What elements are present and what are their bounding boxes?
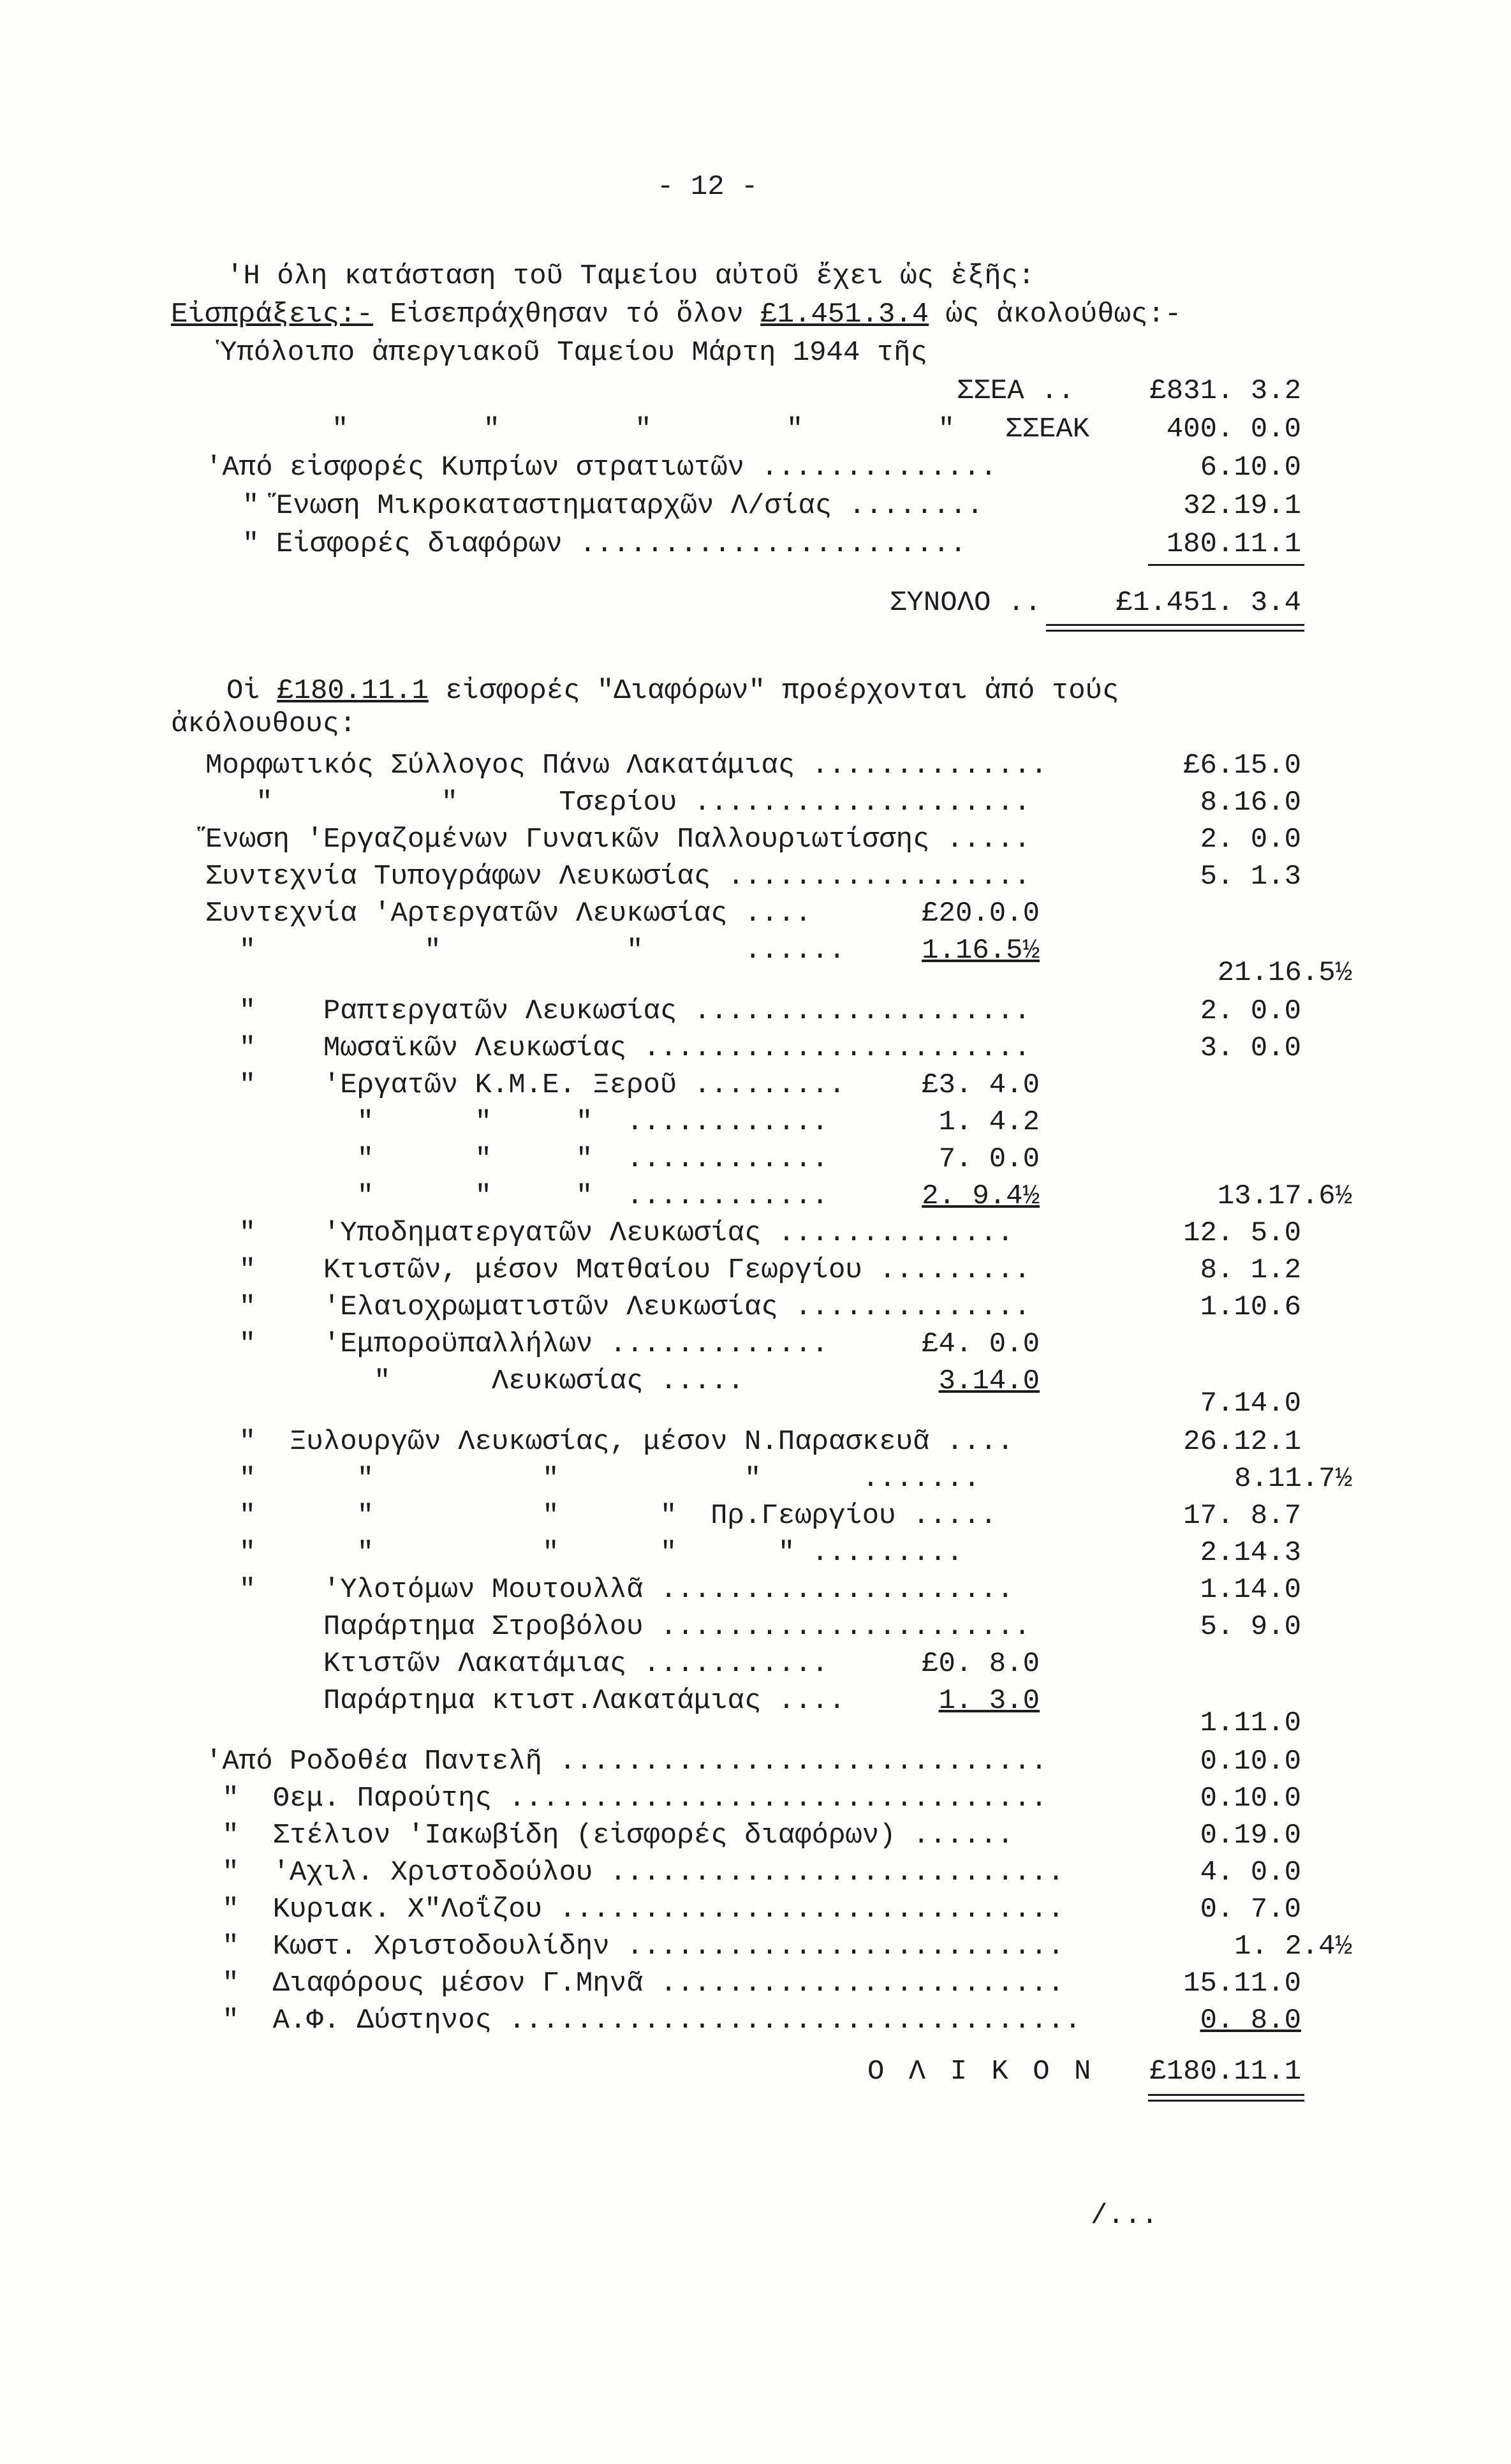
list-item-label: " Μωσαϊκῶν Λευκωσίας .......................: [205, 1032, 1031, 1064]
list-item-label: " 'Εργατῶν Κ.Μ.Ε. Ξεροῦ .........: [205, 1069, 846, 1101]
various-intro-cont: ἀκόλουθους:: [171, 708, 357, 740]
list-item-label: " " " " " .........: [205, 1537, 964, 1569]
list-item-sub: £4. 0.0: [922, 1328, 1040, 1360]
list-item-label: " " " " .......: [205, 1463, 980, 1495]
list-item-label: Παράρτημα κτιστ.Λακατάμιας ....: [205, 1685, 846, 1717]
total-double-rule: [1046, 624, 1304, 632]
list-item-sub: £20.0.0: [922, 898, 1040, 930]
list-item-label: " Κωστ. Χριστοδουλίδην ..........................: [205, 1931, 1065, 1963]
list-item-label: Κτιστῶν Λακατάμιας ...........: [205, 1648, 829, 1680]
receipts-row-amount: 6.10.0: [1200, 452, 1301, 484]
list-item-sub: 7. 0.0: [938, 1143, 1040, 1175]
list-item-label: Συντεχνία 'Αρτεργατῶν Λευκωσίας ....: [205, 898, 812, 930]
receipts-amount: £1.451.3.4: [760, 299, 929, 330]
list-item-label: 'Από Ροδοθέα Παντελῆ .............................: [205, 1746, 1048, 1777]
list-item-sub: 1. 3.0: [938, 1685, 1040, 1717]
list-item-label: " Κτιστῶν, μέσον Ματθαίου Γεωργίου .........: [205, 1254, 1031, 1286]
list-item-amount: 4. 0.0: [1200, 1857, 1301, 1889]
list-item-label: " " " ............: [205, 1180, 829, 1212]
list-item-label: Παράρτημα Στροβόλου ......................: [205, 1611, 1031, 1643]
list-item-label: " Κυριακ. Χ"Λοΐζου ..............................: [205, 1894, 1065, 1926]
receipts-row-amount: 32.19.1: [1183, 490, 1301, 522]
list-item-amount: 2.14.3: [1200, 1537, 1301, 1569]
list-item-label: Ἕνωση 'Εργαζομένων Γυναικῶν Παλλουριωτίσσης .....: [205, 824, 1031, 856]
list-item-amount: 1.11.0: [1200, 1707, 1301, 1739]
various-intro-prefix: Οἱ: [226, 675, 260, 707]
list-item-amount: 0.19.0: [1200, 1820, 1301, 1852]
list-item-label: " " Τσερίου ....................: [205, 787, 1031, 819]
list-item-sub: £0. 8.0: [922, 1648, 1040, 1680]
receipts-suffix: ὡς ἀκολούθως:-: [945, 299, 1182, 330]
list-item-amount: 26.12.1: [1183, 1426, 1301, 1458]
list-item-amount: 0. 8.0: [1200, 2005, 1301, 2037]
list-item-label: " " " ......: [205, 935, 846, 967]
various-intro-amount: £180.11.1: [277, 675, 429, 707]
list-item-amount: 17. 8.7: [1183, 1500, 1301, 1532]
list-item-sub: 2. 9.4½: [922, 1180, 1040, 1212]
receipts-row-label: 'Από εἰσφορές Κυπρίων στρατιωτῶν ..............: [205, 452, 998, 484]
list-item-sub: 3.14.0: [938, 1365, 1040, 1397]
list-item-label: " 'Εμποροϋπαλλήλων .............: [205, 1328, 829, 1360]
receipts-row-label: ΣΣΕΑ ..: [957, 375, 1075, 407]
list-item-label: " Διαφόρους μέσον Γ.Μηνᾶ ........................: [205, 1968, 1065, 2000]
various-intro: [226, 675, 1119, 707]
receipts-line: [171, 299, 1181, 330]
various-total-label: Ο Λ Ι Κ Ο Ν: [867, 2056, 1095, 2088]
list-item-label: " 'Ελαιοχρωματιστῶν Λευκωσίας ..............: [205, 1291, 1031, 1323]
list-item-label: " Ξυλουργῶν Λευκωσίας, μέσον Ν.Παρασκευᾶ ....: [205, 1426, 1014, 1458]
list-item-amount: 5. 9.0: [1200, 1611, 1301, 1643]
list-item-label: " Λευκωσίας .....: [205, 1365, 744, 1397]
list-item-label: " 'Αχιλ. Χριστοδούλου ...........................: [205, 1857, 1065, 1889]
list-item-label: Μορφωτικός Σύλλογος Πάνω Λακατάμιας ..............: [205, 750, 1048, 782]
list-item-label: " " " ............: [205, 1106, 829, 1138]
receipts-total-amount: £1.451. 3.4: [1116, 587, 1301, 619]
list-item-label: " 'Υλοτόμων Μουτουλλᾶ .....................: [205, 1574, 1014, 1606]
list-item-amount: 15.11.0: [1183, 1968, 1301, 2000]
list-item-amount: 2. 0.0: [1200, 824, 1301, 856]
receipts-row-label: " Εἰσφορές διαφόρων .......................: [242, 528, 967, 560]
receipts-row-amount: £831. 3.2: [1149, 375, 1301, 407]
list-item-amount: 8. 1.2: [1200, 1254, 1301, 1286]
intro-sentence: 'Η όλη κατάσταση τοῦ Ταμείου αὐτοῦ ἔχει ὡς ἑξῆς:: [226, 260, 1035, 292]
receipts-row-amount: 180.11.1: [1166, 528, 1301, 560]
list-item-label: " Στέλιον 'Ιακωβίδη (εἰσφορές διαφόρων) ......: [205, 1820, 1014, 1852]
list-item-amount: 12. 5.0: [1183, 1217, 1301, 1249]
list-item-amount: 13.17.6½: [1217, 1180, 1352, 1212]
continuation-mark: /...: [1091, 2200, 1158, 2232]
subtotal-rule: [1148, 564, 1304, 566]
list-item-amount: 8.11.7½: [1234, 1463, 1352, 1495]
list-item-label: " Θεμ. Παρούτης ................................: [205, 1783, 1048, 1815]
page-number: - 12 -: [657, 171, 758, 203]
list-item-amount: 21.16.5½: [1217, 957, 1352, 989]
list-item-amount: 0.10.0: [1200, 1783, 1301, 1815]
receipts-text: Εἰσεπράχθησαν τό ὅλον: [390, 299, 744, 330]
list-item-sub: 1. 4.2: [938, 1106, 1040, 1138]
list-item-label: " Α.Φ. Δύστηνος ..................................: [205, 2005, 1082, 2037]
receipts-total-label: ΣΥΝΟΛΟ ..: [890, 587, 1042, 619]
list-item-amount: £6.15.0: [1183, 750, 1301, 782]
receipts-row-label: Ὑπόλοιπο ἀπεργιακοῦ Ταμείου Μάρτη 1944 τῆς: [220, 337, 927, 369]
list-item-sub: £3. 4.0: [922, 1069, 1040, 1101]
various-intro-text: εἰσφορές "Διαφόρων" προέρχονται ἀπό τούς: [445, 675, 1119, 707]
receipts-row-label: " " " " " ΣΣΕΑΚ: [332, 413, 1090, 445]
list-item-label: " Ραπτεργατῶν Λευκωσίας ....................: [205, 995, 1031, 1027]
various-total-double-rule: [1148, 2094, 1304, 2102]
list-item-label: " " " " Πρ.Γεωργίου .....: [205, 1500, 998, 1532]
list-item-amount: 5. 1.3: [1200, 861, 1301, 893]
receipts-row-label: " Ἕνωση Μικροκαταστηματαρχῶν Λ/σίας ........: [242, 490, 984, 522]
list-item-amount: 8.16.0: [1200, 787, 1301, 819]
list-item-amount: 1.10.6: [1200, 1291, 1301, 1323]
list-item-label: Συντεχνία Τυπογράφων Λευκωσίας ..................: [205, 861, 1031, 893]
list-item-amount: 1.14.0: [1200, 1574, 1301, 1606]
list-item-sub: 1.16.5½: [922, 935, 1040, 967]
list-item-label: " " " ............: [205, 1143, 829, 1175]
list-item-label: " 'Υποδηματεργατῶν Λευκωσίας ..............: [205, 1217, 1014, 1249]
various-total-amount: £180.11.1: [1149, 2056, 1301, 2088]
list-item-amount: 7.14.0: [1200, 1388, 1301, 1420]
list-item-amount: 0. 7.0: [1200, 1894, 1301, 1926]
list-item-amount: 1. 2.4½: [1234, 1931, 1352, 1963]
list-item-amount: 0.10.0: [1200, 1746, 1301, 1777]
receipts-row-amount: 400. 0.0: [1166, 413, 1301, 445]
list-item-amount: 3. 0.0: [1200, 1032, 1301, 1064]
list-item-amount: 2. 0.0: [1200, 995, 1301, 1027]
receipts-label: Εἰσπράξεις:-: [171, 299, 373, 330]
